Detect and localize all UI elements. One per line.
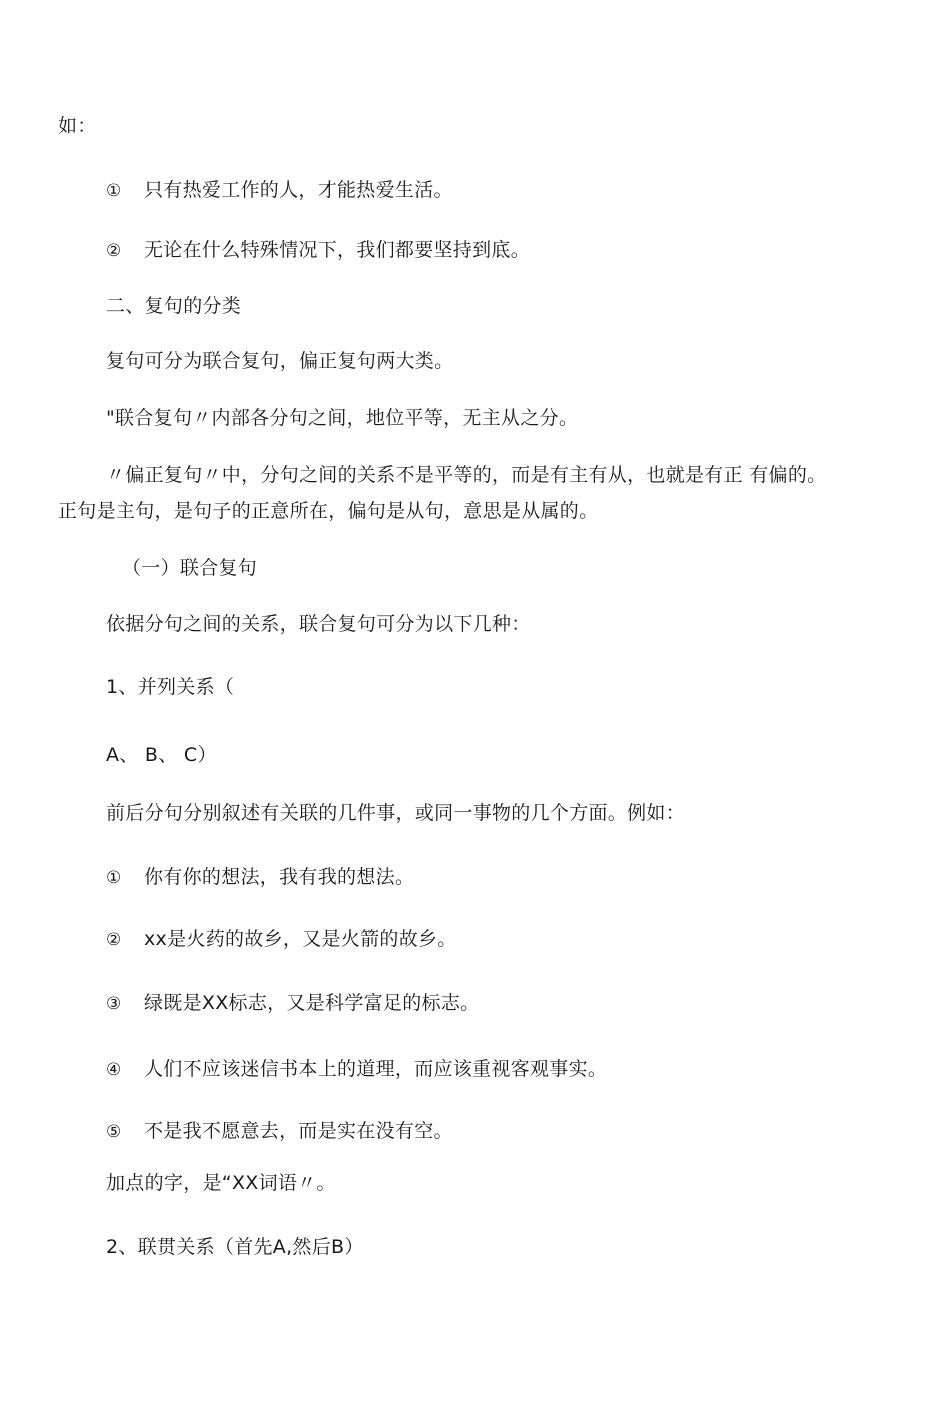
list-heading-continuation: A、 B、 C） <box>106 744 217 766</box>
list-heading: 2、联贯关系（首先A,然后B） <box>106 1236 364 1258</box>
example-item <box>106 991 479 1016</box>
example-item <box>106 178 453 203</box>
subsection-heading: （一）联合复句 <box>122 557 258 579</box>
paragraph: 加点的字，是“XX词语〃。 <box>106 1172 336 1194</box>
example-item <box>106 238 530 263</box>
paragraph: 复句可分为联合复句，偏正复句两大类。 <box>106 350 454 372</box>
example-item <box>106 927 457 952</box>
item-number: ⑤ <box>106 1122 122 1142</box>
item-text: 人们不应该迷信书本上的道理，而应该重视客观事实。 <box>144 1058 608 1080</box>
paragraph: 〃偏正复句〃中，分句之间的关系不是平等的，而是有主有从，也就是有正 有偏的。 <box>106 464 827 486</box>
item-text: 无论在什么特殊情况下，我们都要坚持到底。 <box>144 239 531 261</box>
item-text: 只有热爱工作的人，才能热爱生活。 <box>144 179 453 201</box>
example-item <box>106 1057 607 1082</box>
example-item <box>106 1119 453 1144</box>
item-text: xx是火药的故乡，又是火箭的故乡。 <box>144 928 457 950</box>
paragraph: "联合复句〃内部各分句之间，地位平等，无主从之分。 <box>106 407 579 429</box>
example-item <box>106 865 414 890</box>
item-number: ① <box>106 181 122 201</box>
item-text: 你有你的想法，我有我的想法。 <box>144 866 415 888</box>
item-number: ① <box>106 868 122 888</box>
paragraph: 前后分句分别叙述有关联的几件事，或同一事物的几个方面。例如： <box>106 802 686 824</box>
section-heading: 二、复句的分类 <box>106 295 242 317</box>
item-text: 绿既是XX标志，又是科学富足的标志。 <box>144 992 480 1014</box>
item-number: ② <box>106 241 122 261</box>
intro-line: 如： <box>58 115 97 137</box>
item-number: ③ <box>106 994 122 1014</box>
paragraph: 依据分句之间的关系，联合复句可分为以下几种： <box>106 613 531 635</box>
item-text: 不是我不愿意去，而是实在没有空。 <box>144 1120 453 1142</box>
list-heading: 1、并列关系（ <box>106 676 235 698</box>
paragraph-continuation: 正句是主句，是句子的正意所在，偏句是从句，意思是从属的。 <box>58 500 599 522</box>
item-number: ② <box>106 930 122 950</box>
item-number: ④ <box>106 1060 122 1080</box>
